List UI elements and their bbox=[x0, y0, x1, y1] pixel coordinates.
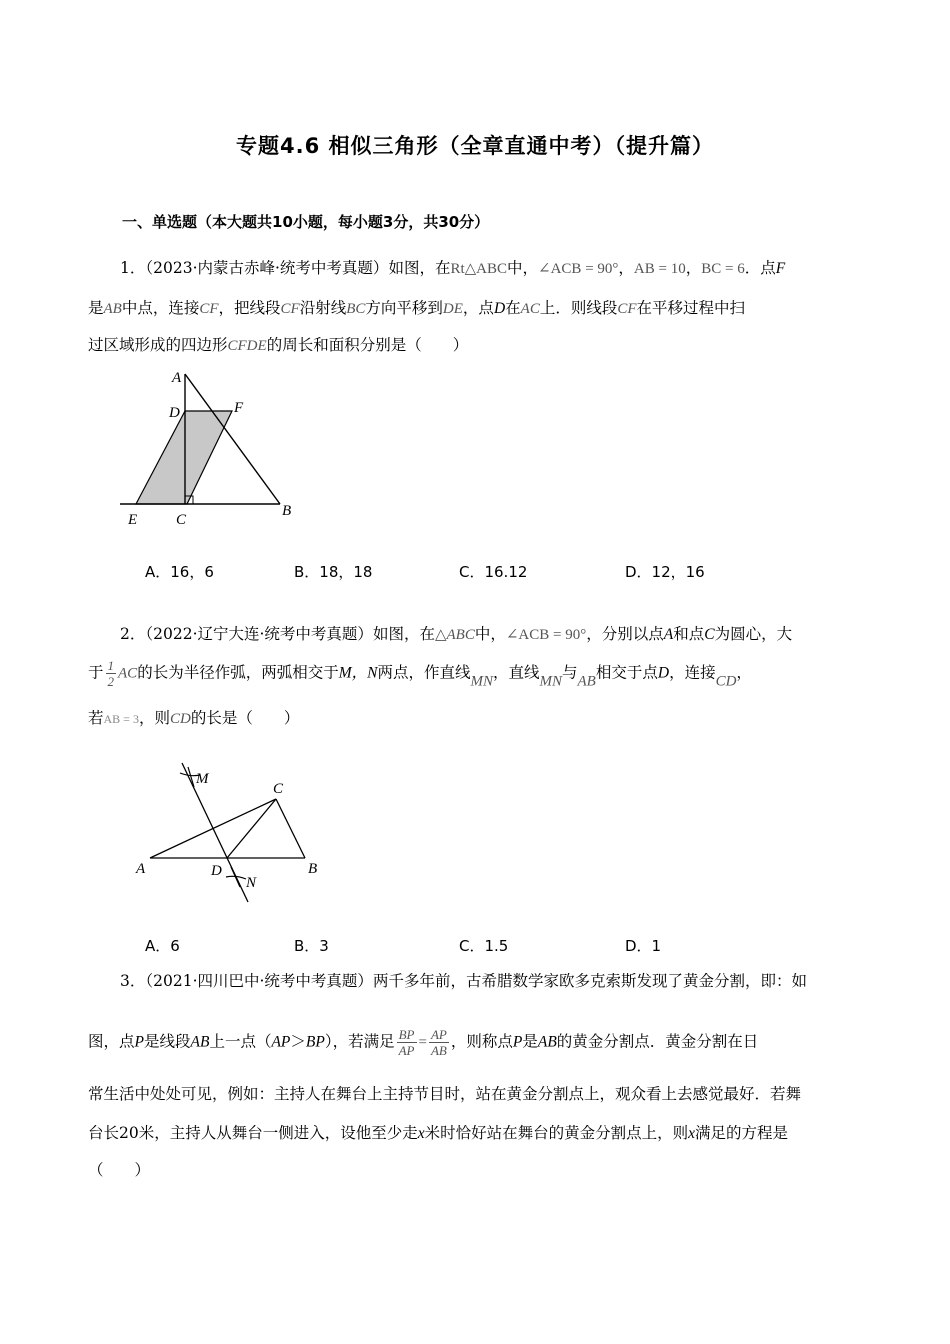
q2-text: 中， bbox=[474, 625, 506, 643]
q3-line-2 bbox=[88, 1027, 863, 1058]
q1-label-a: A bbox=[172, 370, 182, 386]
q1-math: DE bbox=[442, 301, 463, 317]
q2-text: 的长为半径作弧，两弧相交于 bbox=[137, 663, 339, 682]
q2-math: AB bbox=[577, 673, 596, 690]
q3-source: （2021·四川巴中·统考中考真题） bbox=[145, 972, 373, 990]
q1-choice-d[interactable]: D．12，16 bbox=[625, 563, 705, 581]
q1-choice-c[interactable]: C．16.12 bbox=[459, 563, 528, 581]
q1-text: ， bbox=[685, 259, 702, 277]
q1-text: 过区域形成的四边形 bbox=[88, 336, 228, 354]
q1-math-bc: BC = 6 bbox=[701, 261, 745, 277]
q1-text: ， bbox=[618, 259, 634, 277]
q3-variable-x: x bbox=[417, 1125, 425, 1142]
q3-segment-ab: AB bbox=[537, 1033, 557, 1051]
q1-source: （2023·内蒙古赤峰·统考中考真题） bbox=[145, 259, 389, 277]
q1-line-3 bbox=[88, 333, 863, 358]
q2-text: 和点 bbox=[673, 625, 705, 643]
q2-label-c: C bbox=[273, 781, 284, 797]
q3-fraction-ap-ab bbox=[429, 1027, 449, 1058]
q3-text: ，则称点 bbox=[450, 1032, 513, 1051]
q2-point-c: C bbox=[704, 626, 715, 643]
q2-text: 若 bbox=[88, 709, 104, 727]
q1-math: AC bbox=[520, 301, 540, 317]
q3-text: 是线段 bbox=[143, 1032, 191, 1051]
q3-text: ），若满足 bbox=[324, 1032, 395, 1051]
q2-text: 于 bbox=[88, 663, 104, 682]
q1-text: 中， bbox=[507, 259, 539, 277]
q1-math-ab: AB = 10 bbox=[633, 261, 686, 277]
q3-segment-bp: BP bbox=[305, 1033, 325, 1051]
q2-line-bc bbox=[276, 799, 305, 858]
q2-fraction-half bbox=[106, 658, 117, 689]
q1-text: 如图，在 bbox=[388, 259, 451, 277]
q3-greater-than: ＞ bbox=[290, 1032, 306, 1051]
q3-text: 的黄金分割点．黄金分割在日 bbox=[556, 1032, 759, 1051]
q1-label-e: E bbox=[128, 512, 138, 528]
q3-line-3 bbox=[88, 1082, 863, 1106]
q2-label-n: N bbox=[246, 875, 257, 891]
q3-text: 两千多年前，古希腊数学家欧多克索斯发现了黄金分割，即：如 bbox=[372, 972, 807, 990]
q2-math: MN bbox=[539, 673, 562, 690]
q2-text: 的长是（ ） bbox=[190, 709, 300, 727]
q2-label-m: M bbox=[196, 771, 209, 787]
q1-text: 在 bbox=[505, 299, 521, 317]
q2-point-a: A bbox=[663, 626, 674, 643]
q1-line-2 bbox=[88, 296, 863, 321]
q3-variable-x: x bbox=[688, 1125, 696, 1142]
q1-text: ，点 bbox=[462, 299, 494, 317]
q1-math: CF bbox=[280, 301, 300, 317]
q1-math: AB bbox=[103, 301, 122, 317]
q3-text: 上一点（ bbox=[209, 1032, 272, 1051]
q1-shaded-parallelogram bbox=[136, 411, 232, 504]
q2-label-d: D bbox=[211, 863, 222, 879]
q3-frac2-den: AB bbox=[430, 1043, 447, 1058]
q2-math: MN bbox=[470, 673, 493, 690]
q2-math: AC bbox=[118, 665, 138, 682]
q1-text: 方向平移到 bbox=[365, 299, 443, 317]
q2-text: ， bbox=[736, 663, 752, 682]
q2-line-2 bbox=[88, 658, 863, 694]
q1-text: ．点 bbox=[744, 259, 776, 277]
q3-point-p: P bbox=[512, 1033, 523, 1051]
page-title: 专题4.6 相似三角形（全章直通中考）（提升篇） bbox=[235, 134, 714, 158]
q3-text: 满足的方程是 bbox=[695, 1124, 789, 1142]
q1-figure bbox=[110, 362, 310, 532]
q2-frac-num: 1 bbox=[107, 658, 115, 673]
q2-text: ，连接 bbox=[669, 663, 716, 682]
q3-point-p: P bbox=[134, 1033, 144, 1051]
q2-number: 2． bbox=[120, 625, 146, 643]
q2-choice-d[interactable]: D．1 bbox=[625, 937, 662, 955]
q2-text: 如图，在 bbox=[372, 625, 435, 643]
q1-math-angle: ∠ACB = 90° bbox=[538, 261, 619, 277]
q1-choice-b[interactable]: B．18，18 bbox=[294, 563, 373, 581]
q2-choice-b[interactable]: B．3 bbox=[294, 937, 329, 955]
q3-segment-ab: AB bbox=[190, 1033, 210, 1051]
q2-text: ，分别以点 bbox=[586, 625, 664, 643]
q1-text: 在平移过程中扫 bbox=[636, 299, 746, 317]
q1-label-d: D bbox=[169, 405, 180, 421]
q1-line-1 bbox=[120, 256, 863, 281]
q1-math: BC bbox=[346, 301, 366, 317]
q3-answer-blank: （ ） bbox=[88, 1161, 151, 1179]
q3-segment-ap: AP bbox=[271, 1033, 291, 1051]
q2-point-d: D bbox=[657, 664, 670, 682]
q3-frac2-num: AP bbox=[430, 1027, 447, 1042]
q1-text: ，把线段 bbox=[218, 299, 281, 317]
q2-source: （2022·辽宁大连·统考中考真题） bbox=[145, 625, 373, 643]
q2-line-cd bbox=[227, 799, 276, 858]
q3-frac1-num: BP bbox=[398, 1027, 415, 1042]
q3-fraction-bp-ap bbox=[397, 1027, 417, 1058]
q3-text: 是 bbox=[522, 1032, 538, 1051]
q2-frac-den: 2 bbox=[107, 674, 115, 689]
q2-math: CD bbox=[169, 711, 191, 727]
q1-point-d: D bbox=[493, 300, 506, 317]
q2-label-b: B bbox=[308, 861, 318, 877]
q2-text: 两点，作直线 bbox=[377, 663, 471, 682]
q1-text: 的周长和面积分别是（ ） bbox=[266, 336, 469, 354]
q1-math: CF bbox=[199, 301, 219, 317]
q2-text: 为圆心，大 bbox=[714, 625, 793, 643]
q1-label-b: B bbox=[282, 503, 292, 519]
q3-text: 图，点 bbox=[88, 1032, 135, 1051]
q2-text: 与 bbox=[562, 663, 578, 682]
q2-choice-c[interactable]: C．1.5 bbox=[459, 937, 509, 955]
q2-choice-a[interactable]: A．6 bbox=[145, 937, 180, 955]
q3-text: 台长20米，主持人从舞台一侧进入，设他至少走 bbox=[88, 1124, 418, 1142]
q2-text: 相交于点 bbox=[595, 663, 658, 682]
q1-text: 是 bbox=[88, 299, 104, 317]
q2-line-mn bbox=[182, 763, 248, 902]
q2-math-angle: ∠ACB = 90° bbox=[505, 627, 587, 643]
q2-text: ，则 bbox=[138, 709, 170, 727]
q1-text: 上．则线段 bbox=[539, 299, 618, 317]
section-heading: 一、单选题（本大题共10小题，每小题3分，共30分） bbox=[122, 213, 490, 231]
q1-number: 1． bbox=[120, 259, 146, 277]
q2-math: AB = 3 bbox=[103, 712, 139, 726]
q3-text: 米时恰好站在舞台的黄金分割点上，则 bbox=[424, 1124, 689, 1142]
q2-points-mn: M，N bbox=[338, 664, 378, 682]
q1-point-f: F bbox=[775, 260, 786, 277]
q1-choice-a[interactable]: A．16，6 bbox=[145, 563, 214, 581]
q1-text: 沿射线 bbox=[299, 299, 347, 317]
q2-math-tri: △ABC bbox=[434, 627, 475, 643]
q1-label-f: F bbox=[234, 400, 244, 416]
q1-label-c: C bbox=[176, 512, 187, 528]
q2-label-a: A bbox=[136, 861, 146, 877]
q2-line-1 bbox=[120, 622, 863, 647]
q1-math: CF bbox=[617, 301, 637, 317]
q3-equals: = bbox=[418, 1034, 427, 1051]
q2-figure bbox=[128, 755, 328, 905]
q3-number: 3． bbox=[120, 972, 146, 990]
q2-text: ，直线 bbox=[492, 663, 540, 682]
q1-text: 中点，连接 bbox=[121, 299, 200, 317]
q3-frac1-den: AP bbox=[398, 1043, 415, 1058]
q2-math: CD bbox=[715, 673, 737, 690]
q3-line-4 bbox=[88, 1121, 863, 1146]
q2-line-3 bbox=[88, 706, 863, 731]
q3-line-1 bbox=[120, 969, 863, 993]
q3-line-5 bbox=[88, 1158, 863, 1182]
q1-math: CFDE bbox=[227, 338, 267, 354]
q1-math-rt: Rt△ABC bbox=[450, 261, 508, 277]
q3-text: 常生活中处处可见，例如：主持人在舞台上主持节目时，站在黄金分割点上，观众看上去感觉最好．若舞 bbox=[88, 1085, 802, 1103]
